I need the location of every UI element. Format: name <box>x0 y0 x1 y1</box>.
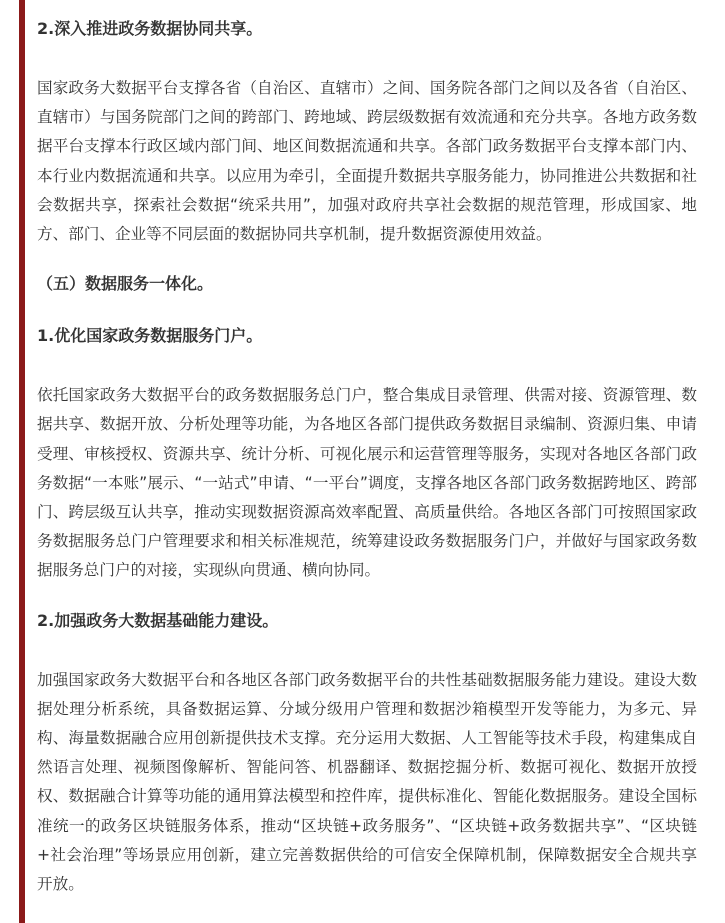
paragraph-service-portal: 依托国家政务大数据平台的政务数据服务总门户，整合集成目录管理、供需对接、资源管理、数据共享、数据开放、分析处理等功能，为各地区各部门提供政务数据目录编制、资源归集、申请受理、审核授权、资源共享、统计分析、可视化展示和运营管理等服务，实现对各地区各部门政务数据“一本账”展示、“一站式”申请、“一平台”调度，支撑各地区各部门政务数据跨地区、跨部门、跨层级互认共享，推动实现数据资源高效率配置、高质量供给。各地区各部门可按照国家政务数据服务总门户管理要求和相关标准规范，统筹建设政务数据服务门户，并做好与国家政务数据服务总门户的对接，实现纵向贯通、横向协同。 <box>37 386 697 580</box>
section-heading-base-capability: 2.加强政务大数据基础能力建设。 <box>37 610 279 630</box>
article-body <box>37 12 697 899</box>
section-heading-data-sharing: 2.深入推进政务数据协同共享。 <box>37 19 263 38</box>
section-heading-service-portal: 1.优化国家政务数据服务门户。 <box>37 326 263 346</box>
left-accent-bar <box>19 0 25 923</box>
paragraph-base-capability: 加强国家政务大数据平台和各地区各部门政务数据平台的共性基础数据服务能力建设。建设大数据处理分析系统，具备数据运算、分域分级用户管理和数据沙箱模型开发等能力，为多元、异构、海量数据融合应用创新提供技术支撑。充分运用大数据、人工智能等技术手段，构建集成自然语言处理、视频图像解析、智能问答、机器翻译、数据挖掘分析、数据可视化、数据开放授权、数据融合计算等功能的通用算法模型和控件库，提供标准化、智能化数据服务。建设全国标准统一的政务区块链服务体系，推动“区块链+政务服务”、“区块链+政务数据共享”、“区块链+社会治理”等场景应用创新，建立完善数据供给的可信安全保障机制，保障数据安全合规共享开放。 <box>37 670 697 894</box>
paragraph-data-sharing: 国家政务大数据平台支撑各省（自治区、直辖市）之间、国务院各部门之间以及各省（自治区、直辖市）与国务院部门之间的跨部门、跨地域、跨层级数据有效流通和充分共享。各地方政务数据平台支撑本行政区域内部门间、地区间数据流通和共享。各部门政务数据平台支撑本部门内、本行业内数据流通和共享。以应用为牵引，全面提升数据共享服务能力，协同推进公共数据和社会数据共享，探索社会数据“统采共用”，加强对政府共享社会数据的规范管理，形成国家、地方、部门、企业等不同层面的数据协同共享机制，提升数据资源使用效益。 <box>37 79 697 244</box>
section-heading-data-service: （五）数据服务一体化。 <box>37 274 214 294</box>
